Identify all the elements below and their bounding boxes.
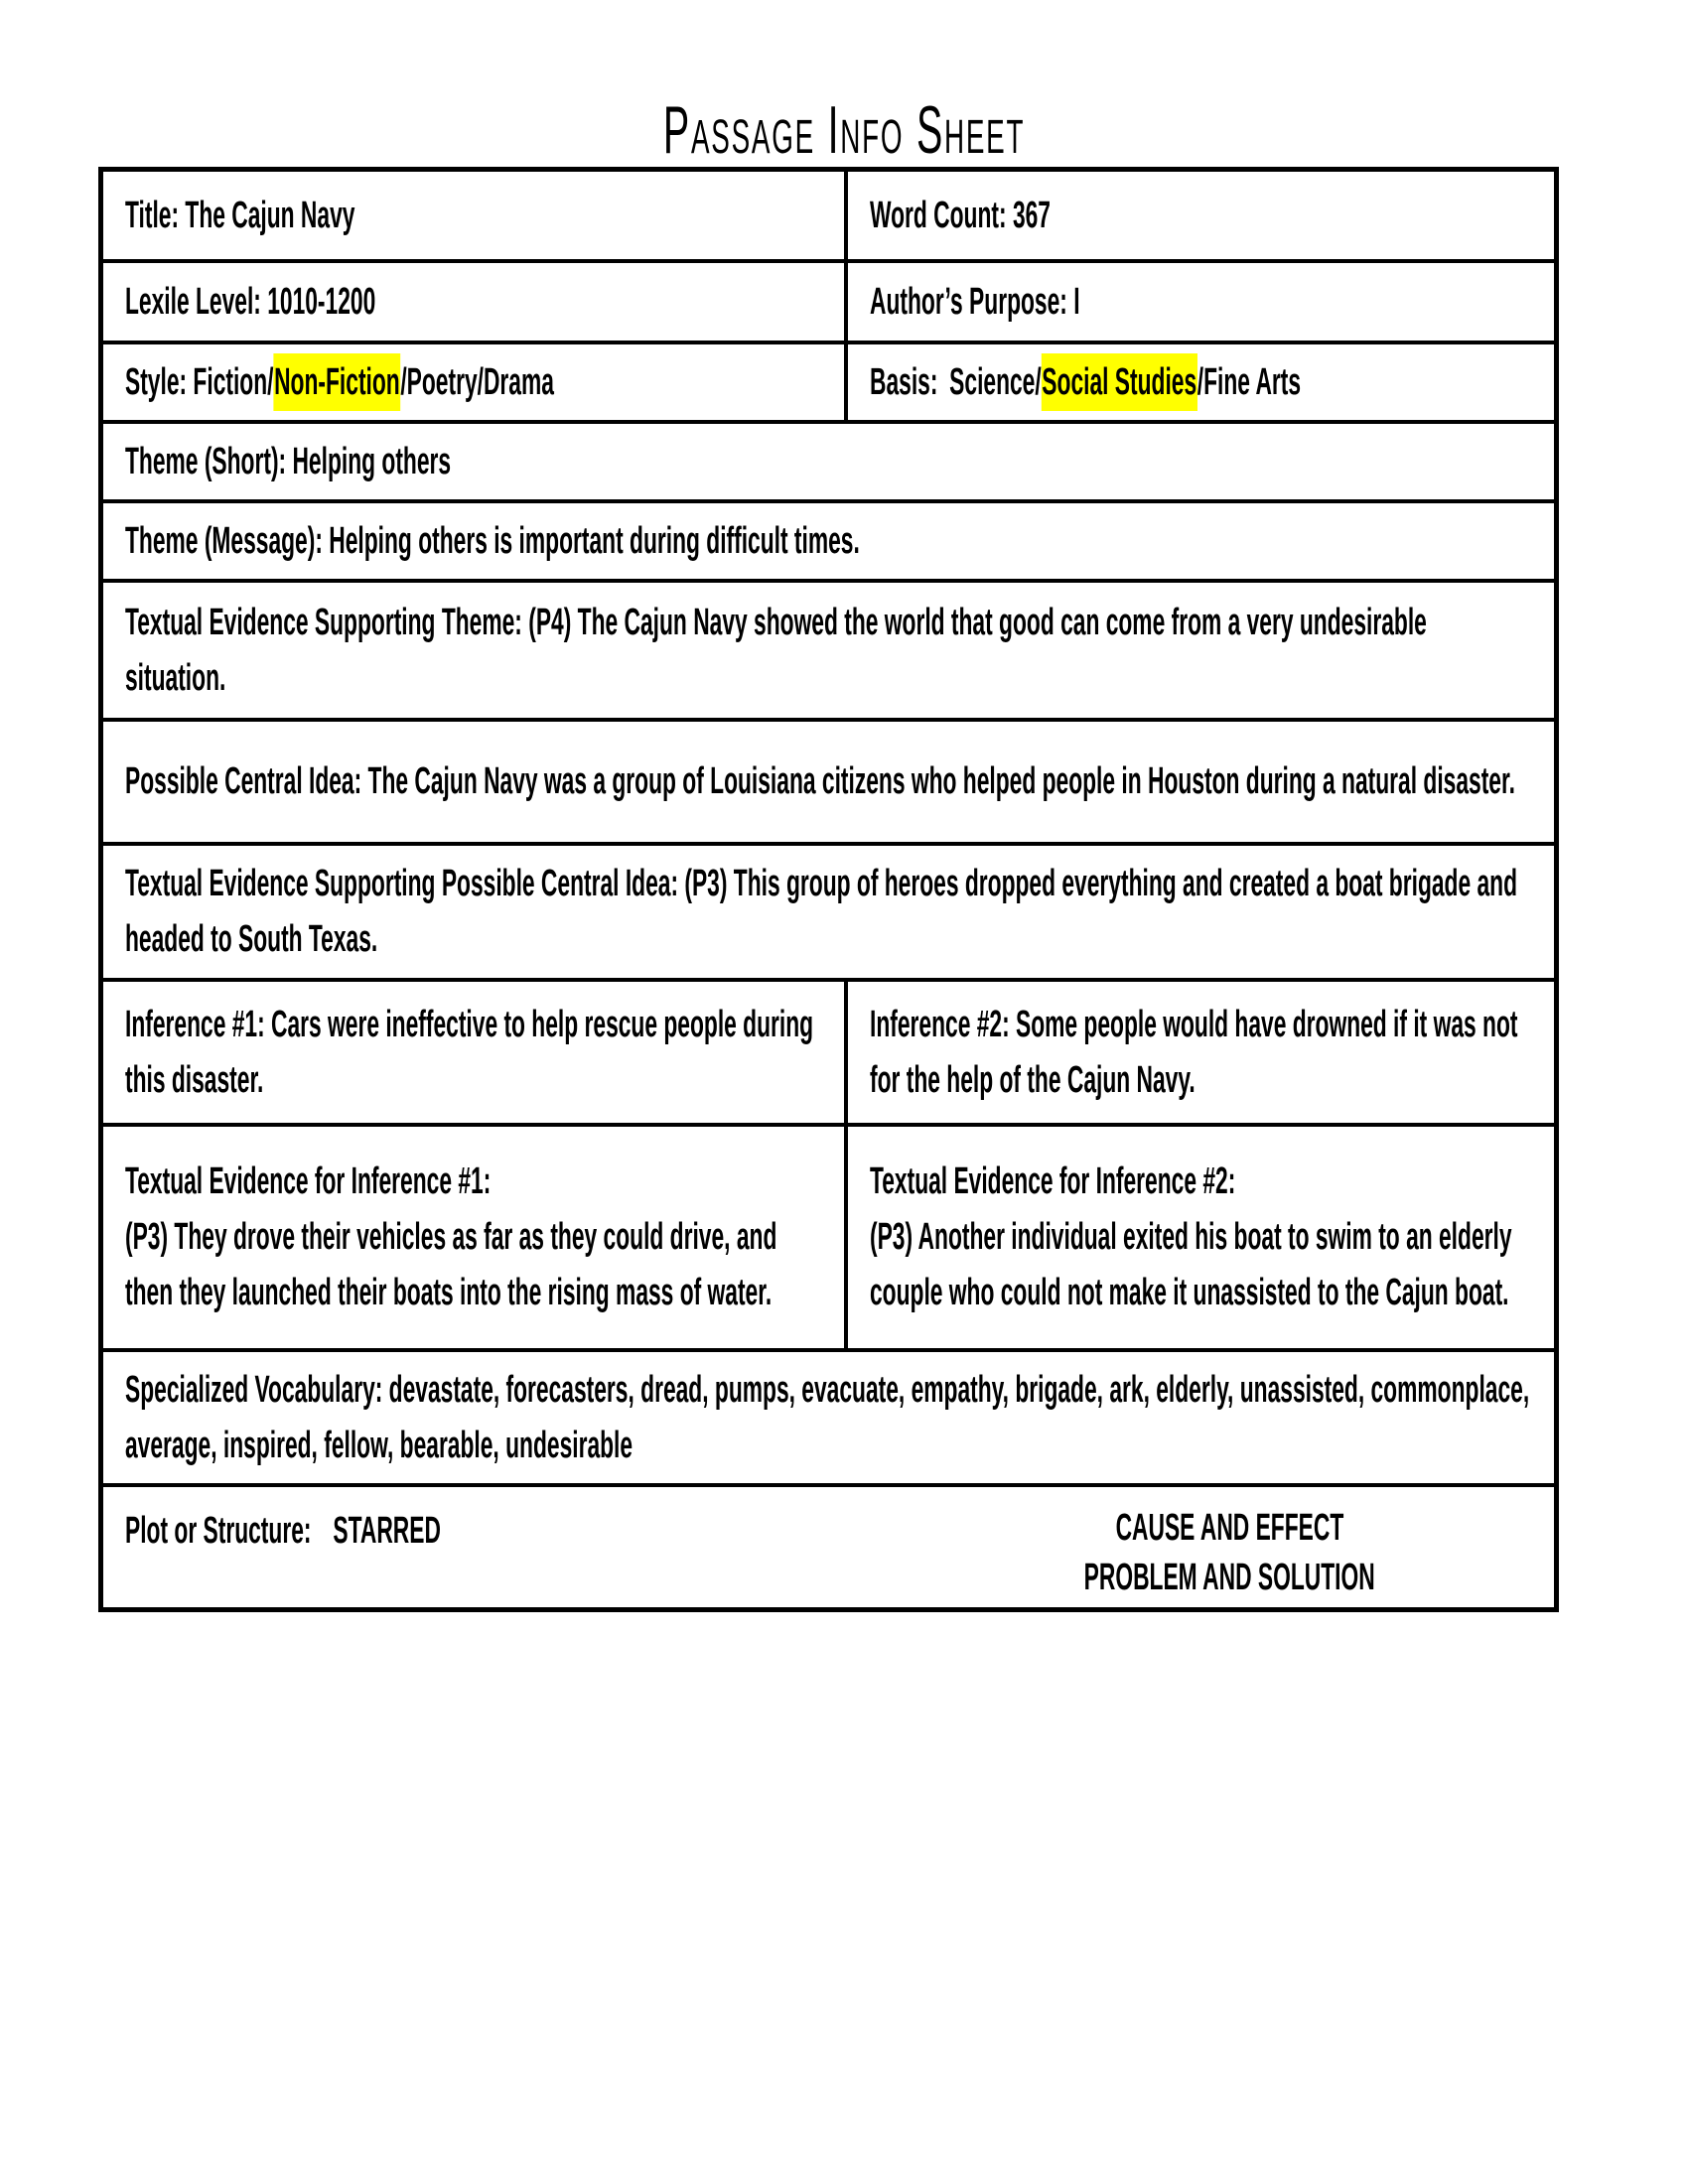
cell-inference-2 xyxy=(846,980,1556,1125)
field-label: Inference #1: xyxy=(125,1003,265,1045)
info-table xyxy=(98,167,1559,1612)
highlight-non-fiction: Non-Fiction xyxy=(273,353,400,411)
cell-lexile-level xyxy=(101,261,847,342)
field-label: Style: xyxy=(125,360,188,403)
page-title xyxy=(0,0,1688,167)
cell-evidence-inference-1 xyxy=(101,1125,847,1350)
table-row xyxy=(101,1125,1557,1350)
cell-basis xyxy=(846,342,1556,422)
table-row xyxy=(101,581,1557,720)
cell-title xyxy=(101,170,847,261)
field-label: Author’s Purpose: xyxy=(870,280,1067,323)
table-row xyxy=(101,1350,1557,1485)
field-value: Some people would have drowned if it was not for the help of the Cajun Navy. xyxy=(870,1003,1518,1101)
field-value: Helping others is important during difficult times. xyxy=(329,519,860,562)
field-label: Title: xyxy=(125,194,180,236)
table-row xyxy=(101,1485,1557,1610)
page-title-text: Passage Info Sheet xyxy=(662,92,1026,168)
table-row xyxy=(101,170,1557,261)
field-value: Fiction/Non-Fiction/Poetry/Drama xyxy=(193,353,554,411)
field-value: (P3) Another individual exited his boat to swim to an elderly couple who could not make it unassisted to the Cajun boat. xyxy=(870,1216,1512,1313)
field-value: Helping others xyxy=(292,440,452,482)
cell-style xyxy=(101,342,847,422)
field-value: I xyxy=(1073,280,1080,323)
cell-inference-1 xyxy=(101,980,847,1125)
field-value: (P3) They drove their vehicles as far as they could drive, and then they launched their boats into the rising mass of water. xyxy=(125,1216,777,1313)
field-value: Cars were ineffective to help rescue people during this disaster. xyxy=(125,1003,814,1101)
cell-evidence-inference-2 xyxy=(846,1125,1556,1350)
table-row xyxy=(101,720,1557,844)
field-label: Textual Evidence for Inference #1: xyxy=(125,1160,492,1202)
structure-option: CAUSE AND EFFECT xyxy=(1115,1506,1344,1549)
field-label: Word Count: xyxy=(870,194,1007,236)
table-row xyxy=(101,980,1557,1125)
cell-specialized-vocabulary xyxy=(101,1350,1557,1485)
structure-option: PROBLEM AND SOLUTION xyxy=(1083,1556,1375,1598)
cell-authors-purpose xyxy=(846,261,1556,342)
field-value: 1010-1200 xyxy=(267,280,376,323)
field-label: Possible Central Idea: xyxy=(125,760,362,802)
cell-central-idea xyxy=(101,720,1557,844)
table-row xyxy=(101,422,1557,501)
table-row xyxy=(101,342,1557,422)
field-label: Theme (Message): xyxy=(125,519,323,562)
field-label: Textual Evidence Supporting Theme: xyxy=(125,601,522,643)
field-value: (P3) This group of heroes dropped everything and created a boat brigade and headed to South Texas. xyxy=(125,863,1518,960)
cell-theme-message xyxy=(101,501,1557,581)
field-value: The Cajun Navy xyxy=(185,194,355,236)
field-label: Lexile Level: xyxy=(125,280,261,323)
field-value: STARRED xyxy=(333,1509,441,1552)
field-value: devastate, forecasters, dread, pumps, evacuate, empathy, brigade, ark, elderly, unassisted, commonplace, average, inspired, fellow, bearable, undesirable xyxy=(125,1368,1530,1466)
cell-evidence-central-idea xyxy=(101,844,1557,980)
table-row xyxy=(101,501,1557,581)
field-label: Inference #2: xyxy=(870,1003,1010,1045)
field-value: Science/Social Studies/Fine Arts xyxy=(949,353,1301,411)
field-value: (P4) The Cajun Navy showed the world that good can come from a very undesirable situation. xyxy=(125,601,1427,699)
field-value: 367 xyxy=(1013,194,1052,236)
field-label: Textual Evidence for Inference #2: xyxy=(870,1160,1236,1202)
highlight-social-studies: Social Studies xyxy=(1042,353,1197,411)
field-label: Textual Evidence Supporting Possible Central Idea: xyxy=(125,863,679,904)
cell-plot-or-structure xyxy=(101,1485,1557,1610)
field-label: Theme (Short): xyxy=(125,440,287,482)
cell-evidence-theme xyxy=(101,581,1557,720)
field-label: Specialized Vocabulary: xyxy=(125,1368,383,1411)
table-row xyxy=(101,261,1557,342)
field-label: Basis: xyxy=(870,360,938,403)
structure-options xyxy=(927,1503,1532,1602)
field-label: Plot or Structure: xyxy=(125,1509,312,1552)
cell-word-count xyxy=(846,170,1556,261)
table-row xyxy=(101,844,1557,980)
field-value: The Cajun Navy was a group of Louisiana citizens who helped people in Houston during a natural disaster. xyxy=(367,760,1515,802)
cell-theme-short xyxy=(101,422,1557,501)
